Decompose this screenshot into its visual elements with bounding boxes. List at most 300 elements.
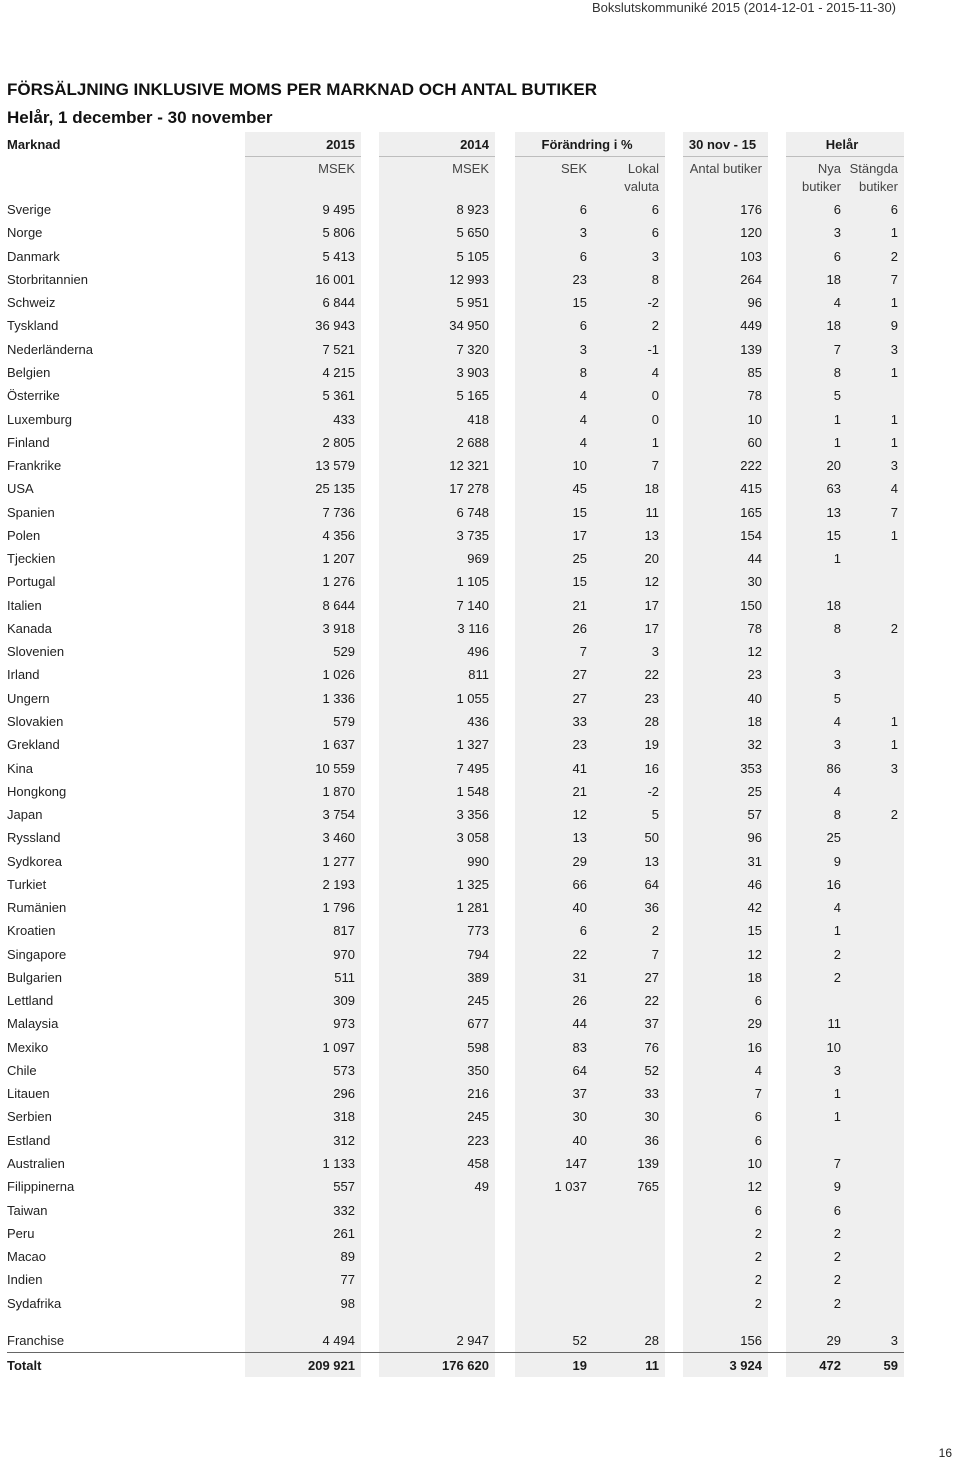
cell-store-count: 10	[683, 407, 768, 430]
spacer-cell	[768, 849, 786, 872]
cell-change-sek: 66	[515, 873, 593, 896]
cell-market: Grekland	[7, 737, 60, 753]
spacer-cell	[495, 477, 515, 500]
cell-new-stores: 472	[786, 1353, 847, 1378]
cell-sales-2015: 98	[245, 1291, 361, 1314]
cell-change-local: 22	[593, 989, 665, 1012]
cell-new-stores: 1	[786, 407, 847, 430]
table-row	[7, 1129, 904, 1152]
spacer-cell	[495, 1315, 515, 1329]
cell-sales-2014: 811	[379, 663, 495, 686]
spacer-cell	[768, 291, 786, 314]
table-row	[7, 780, 904, 803]
cell-change-local: 1	[593, 431, 665, 454]
cell-change-sek: 7	[515, 640, 593, 663]
table-row	[7, 500, 904, 523]
spacer-cell	[665, 826, 683, 849]
cell-sales-2015: 318	[245, 1105, 361, 1128]
spacer-cell	[768, 1222, 786, 1245]
spacer-cell	[665, 710, 683, 733]
spacer-cell	[665, 1129, 683, 1152]
spacer-cell	[665, 1012, 683, 1035]
cell-new-stores: 16	[786, 873, 847, 896]
cell-new-stores	[786, 1129, 847, 1152]
table-row	[7, 407, 904, 430]
cell-market: Slovenien	[7, 644, 65, 660]
cell-closed-stores: 1	[847, 733, 904, 756]
cell-sales-2014: 598	[379, 1036, 495, 1059]
spacer-cell	[495, 500, 515, 523]
spacer-cell	[361, 500, 379, 523]
spacer-cell	[768, 1129, 786, 1152]
cell-new-stores: 2	[786, 1222, 847, 1245]
cell-change-local: 16	[593, 756, 665, 779]
cell-store-count: 18	[683, 966, 768, 989]
spacer-cell	[768, 896, 786, 919]
table-row	[7, 1198, 904, 1221]
table-row	[7, 431, 904, 454]
cell-market: Chile	[7, 1062, 37, 1078]
spacer-cell	[495, 1012, 515, 1035]
cell-change-sek: 17	[515, 524, 593, 547]
unit-stangda-l1: Stängda	[849, 161, 898, 176]
spacer-cell	[768, 640, 786, 663]
cell-change-local: 17	[593, 617, 665, 640]
spacer-cell	[495, 1175, 515, 1198]
cell-store-count: 23	[683, 663, 768, 686]
cell-sales-2014: 773	[379, 919, 495, 942]
cell-new-stores: 1	[786, 1082, 847, 1105]
cell-sales-2014	[379, 1268, 495, 1291]
cell-sales-2015: 4 494	[245, 1329, 361, 1353]
cell-change-local: 64	[593, 873, 665, 896]
cell-sales-2015: 817	[245, 919, 361, 942]
cell-sales-2014: 49	[379, 1175, 495, 1198]
sales-table-container	[7, 132, 904, 1377]
cell-market: Finland	[7, 434, 50, 450]
spacer-cell	[768, 268, 786, 291]
table-row	[7, 710, 904, 733]
cell-new-stores: 8	[786, 361, 847, 384]
cell-change-local: 27	[593, 966, 665, 989]
cell-sales-2014: 436	[379, 710, 495, 733]
cell-market: Macao	[7, 1249, 47, 1265]
cell-closed-stores	[847, 594, 904, 617]
cell-market: Italien	[7, 597, 42, 613]
cell-new-stores	[786, 570, 847, 593]
cell-sales-2015: 433	[245, 407, 361, 430]
spacer-cell	[665, 1291, 683, 1314]
cell-change-local: 18	[593, 477, 665, 500]
cell-sales-2014: 389	[379, 966, 495, 989]
cell-new-stores: 20	[786, 454, 847, 477]
cell-store-count: 60	[683, 431, 768, 454]
cell-change-sek: 1 037	[515, 1175, 593, 1198]
cell-sales-2015: 16 001	[245, 268, 361, 291]
spacer-cell	[495, 617, 515, 640]
cell-change-sek: 6	[515, 314, 593, 337]
cell-new-stores: 2	[786, 1245, 847, 1268]
cell-change-local: 76	[593, 1036, 665, 1059]
table-row	[7, 547, 904, 570]
spacer-cell	[768, 1268, 786, 1291]
cell-change-sek: 26	[515, 989, 593, 1012]
cell-new-stores: 86	[786, 756, 847, 779]
cell-sales-2015: 973	[245, 1012, 361, 1035]
spacer-cell	[768, 780, 786, 803]
cell-new-stores: 63	[786, 477, 847, 500]
cell-closed-stores	[847, 1245, 904, 1268]
cell-market: USA	[7, 481, 34, 497]
cell-store-count: 176	[683, 198, 768, 221]
spacer-cell	[768, 477, 786, 500]
cell-change-sek: 40	[515, 896, 593, 919]
spacer-cell	[361, 524, 379, 547]
cell-sales-2014: 223	[379, 1129, 495, 1152]
cell-change-sek: 147	[515, 1152, 593, 1175]
cell-sales-2014: 17 278	[379, 477, 495, 500]
cell-new-stores: 5	[786, 384, 847, 407]
table-row	[7, 803, 904, 826]
cell-closed-stores	[847, 943, 904, 966]
cell-closed-stores	[847, 1082, 904, 1105]
spacer-cell	[768, 431, 786, 454]
col-change: Förändring i %	[515, 132, 665, 157]
cell-sales-2015: 579	[245, 710, 361, 733]
cell-new-stores: 9	[786, 1175, 847, 1198]
cell-store-count: 78	[683, 617, 768, 640]
spacer-cell	[495, 756, 515, 779]
page-subtitle: Helår, 1 december - 30 november	[7, 108, 273, 127]
spacer-cell	[768, 547, 786, 570]
spacer-cell	[665, 849, 683, 872]
cell-sales-2014: 1 548	[379, 780, 495, 803]
cell-new-stores: 7	[786, 1152, 847, 1175]
cell-closed-stores	[847, 1291, 904, 1314]
cell-sales-2015: 1 276	[245, 570, 361, 593]
spacer-cell	[361, 989, 379, 1012]
spacer-cell	[665, 803, 683, 826]
cell-store-count: 449	[683, 314, 768, 337]
table-row	[7, 966, 904, 989]
spacer-cell	[768, 407, 786, 430]
cell-sales-2015: 1 277	[245, 849, 361, 872]
cell-market: Japan	[7, 807, 43, 823]
cell-sales-2014: 677	[379, 1012, 495, 1035]
unit-stangda	[847, 157, 904, 199]
cell-closed-stores	[847, 640, 904, 663]
cell-market: Portugal	[7, 574, 56, 590]
cell-sales-2015: 89	[245, 1245, 361, 1268]
cell-market: Schweiz	[7, 295, 56, 311]
cell-sales-2015: 557	[245, 1175, 361, 1198]
spacer-cell	[786, 1315, 847, 1329]
spacer-cell	[495, 1245, 515, 1268]
cell-sales-2015: 1 133	[245, 1152, 361, 1175]
spacer-cell	[768, 919, 786, 942]
table-row	[7, 756, 904, 779]
spacer-cell	[361, 826, 379, 849]
cell-new-stores: 6	[786, 198, 847, 221]
table-row	[7, 384, 904, 407]
cell-market: Österrike	[7, 388, 60, 404]
cell-store-count: 29	[683, 1012, 768, 1035]
cell-new-stores: 1	[786, 919, 847, 942]
spacer-cell	[665, 1036, 683, 1059]
cell-change-sek: 64	[515, 1059, 593, 1082]
spacer-cell	[495, 570, 515, 593]
table-row	[7, 733, 904, 756]
cell-sales-2014: 34 950	[379, 314, 495, 337]
spacer-cell	[361, 1198, 379, 1221]
cell-market: Nederländerna	[7, 341, 94, 357]
cell-market: Peru	[7, 1225, 35, 1241]
cell-closed-stores: 9	[847, 314, 904, 337]
spacer-cell	[361, 1175, 379, 1198]
spacer-cell	[361, 1245, 379, 1268]
cell-closed-stores	[847, 547, 904, 570]
table-row	[7, 361, 904, 384]
cell-closed-stores	[847, 570, 904, 593]
cell-new-stores: 7	[786, 338, 847, 361]
cell-store-count: 15	[683, 919, 768, 942]
cell-sales-2015: 1 026	[245, 663, 361, 686]
spacer-cell	[665, 500, 683, 523]
cell-sales-2014: 1 105	[379, 570, 495, 593]
spacer-cell	[495, 943, 515, 966]
cell-sales-2014: 12 993	[379, 268, 495, 291]
spacer-cell	[361, 1129, 379, 1152]
spacer-cell	[665, 384, 683, 407]
cell-market: Bulgarien	[7, 969, 62, 985]
unit-msek-2015: MSEK	[245, 157, 361, 199]
cell-store-count: 85	[683, 361, 768, 384]
cell-market: Turkiet	[7, 876, 47, 892]
cell-closed-stores	[847, 989, 904, 1012]
cell-store-count: 415	[683, 477, 768, 500]
cell-store-count: 3 924	[683, 1353, 768, 1378]
table-body	[7, 198, 904, 1377]
cell-change-local: 36	[593, 896, 665, 919]
cell-change-sek: 21	[515, 594, 593, 617]
spacer-cell	[665, 1105, 683, 1128]
cell-sales-2014: 7 320	[379, 338, 495, 361]
spacer-cell	[361, 384, 379, 407]
spacer-cell	[665, 617, 683, 640]
unit-stangda-l2: butiker	[858, 179, 898, 194]
cell-sales-2015: 209 921	[245, 1353, 361, 1378]
cell-market: Frankrike	[7, 458, 62, 474]
cell-change-sek: 52	[515, 1329, 593, 1353]
cell-change-sek: 15	[515, 570, 593, 593]
cell-sales-2014: 418	[379, 407, 495, 430]
cell-market: Australien	[7, 1156, 65, 1172]
cell-change-local: 23	[593, 687, 665, 710]
cell-new-stores: 18	[786, 594, 847, 617]
cell-store-count: 10	[683, 1152, 768, 1175]
cell-change-sek: 21	[515, 780, 593, 803]
cell-sales-2015: 8 644	[245, 594, 361, 617]
spacer-cell	[495, 710, 515, 733]
spacer-cell	[768, 500, 786, 523]
cell-store-count: 2	[683, 1268, 768, 1291]
spacer-cell	[847, 1315, 904, 1329]
cell-store-count: 96	[683, 291, 768, 314]
cell-new-stores: 4	[786, 291, 847, 314]
table-row	[7, 1268, 904, 1291]
cell-change-local: 13	[593, 524, 665, 547]
spacer-cell	[665, 943, 683, 966]
spacer-cell	[665, 221, 683, 244]
table-row	[7, 1036, 904, 1059]
spacer-cell	[361, 1036, 379, 1059]
page-number: 16	[938, 1446, 952, 1460]
cell-sales-2015: 970	[245, 943, 361, 966]
cell-store-count: 120	[683, 221, 768, 244]
cell-sales-2014: 1 281	[379, 896, 495, 919]
cell-change-sek: 3	[515, 338, 593, 361]
cell-store-count: 78	[683, 384, 768, 407]
cell-change-sek: 6	[515, 198, 593, 221]
cell-change-local	[593, 1291, 665, 1314]
cell-store-count: 2	[683, 1245, 768, 1268]
cell-closed-stores	[847, 687, 904, 710]
table-row	[7, 1175, 904, 1198]
cell-sales-2014: 458	[379, 1152, 495, 1175]
cell-change-local: 765	[593, 1175, 665, 1198]
cell-sales-2015: 7 736	[245, 500, 361, 523]
spacer-cell	[495, 1198, 515, 1221]
cell-sales-2014: 3 356	[379, 803, 495, 826]
cell-sales-2014: 969	[379, 547, 495, 570]
cell-sales-2014: 5 165	[379, 384, 495, 407]
spacer-cell	[768, 1105, 786, 1128]
spacer-cell	[361, 1268, 379, 1291]
cell-closed-stores	[847, 1268, 904, 1291]
cell-change-local: -2	[593, 780, 665, 803]
cell-store-count: 31	[683, 849, 768, 872]
cell-store-count: 18	[683, 710, 768, 733]
table-row	[7, 896, 904, 919]
cell-sales-2015: 6 844	[245, 291, 361, 314]
cell-market: Tjeckien	[7, 551, 56, 567]
cell-change-local: 19	[593, 733, 665, 756]
spacer-cell	[495, 873, 515, 896]
table-row	[7, 1082, 904, 1105]
cell-sales-2015: 332	[245, 1198, 361, 1221]
cell-new-stores	[786, 989, 847, 1012]
spacer-cell	[768, 663, 786, 686]
cell-store-count: 57	[683, 803, 768, 826]
cell-new-stores: 2	[786, 1291, 847, 1314]
table-row	[7, 524, 904, 547]
cell-sales-2015: 1 870	[245, 780, 361, 803]
cell-change-local: 33	[593, 1082, 665, 1105]
spacer-cell	[361, 896, 379, 919]
cell-store-count: 139	[683, 338, 768, 361]
spacer-cell	[665, 1082, 683, 1105]
cell-change-local: 50	[593, 826, 665, 849]
total-row	[7, 1353, 904, 1378]
cell-change-local: 4	[593, 361, 665, 384]
spacer-cell	[495, 1222, 515, 1245]
spacer-cell	[768, 966, 786, 989]
cell-sales-2015: 5 361	[245, 384, 361, 407]
cell-sales-2014: 1 327	[379, 733, 495, 756]
spacer-cell	[361, 570, 379, 593]
spacer-cell	[768, 594, 786, 617]
cell-new-stores: 4	[786, 780, 847, 803]
cell-market: Rumänien	[7, 900, 67, 916]
spacer-cell	[665, 570, 683, 593]
cell-market: Estland	[7, 1132, 51, 1148]
spacer-cell	[361, 919, 379, 942]
spacer-cell	[768, 943, 786, 966]
cell-sales-2014: 5 105	[379, 245, 495, 268]
spacer-cell	[495, 245, 515, 268]
cell-new-stores: 29	[786, 1329, 847, 1353]
spacer-cell	[495, 1105, 515, 1128]
cell-market: Litauen	[7, 1086, 50, 1102]
cell-change-local: 3	[593, 245, 665, 268]
spacer-cell	[495, 1059, 515, 1082]
spacer-cell	[361, 594, 379, 617]
cell-change-sek: 15	[515, 500, 593, 523]
cell-new-stores: 9	[786, 849, 847, 872]
cell-store-count: 6	[683, 1198, 768, 1221]
cell-change-local: 52	[593, 1059, 665, 1082]
spacer-cell	[495, 849, 515, 872]
cell-closed-stores	[847, 1198, 904, 1221]
table-row	[7, 919, 904, 942]
table-row	[7, 1105, 904, 1128]
cell-store-count: 6	[683, 1129, 768, 1152]
spacer-cell	[768, 826, 786, 849]
spacer-cell	[361, 1329, 379, 1353]
cell-change-local: 0	[593, 407, 665, 430]
spacer-cell	[768, 570, 786, 593]
spacer-cell	[768, 1036, 786, 1059]
cell-closed-stores: 3	[847, 1329, 904, 1353]
spacer-cell	[361, 361, 379, 384]
spacer-cell	[361, 547, 379, 570]
unit-nya-l1: Nya	[817, 161, 841, 176]
spacer-cell	[665, 198, 683, 221]
spacer-cell	[495, 1152, 515, 1175]
spacer-cell	[361, 245, 379, 268]
cell-sales-2014: 2 947	[379, 1329, 495, 1353]
spacer-cell	[768, 873, 786, 896]
cell-store-count: 4	[683, 1059, 768, 1082]
cell-closed-stores: 3	[847, 338, 904, 361]
cell-sales-2015: 1 336	[245, 687, 361, 710]
table-row	[7, 594, 904, 617]
cell-closed-stores	[847, 826, 904, 849]
cell-change-sek: 23	[515, 733, 593, 756]
cell-store-count: 12	[683, 943, 768, 966]
col-year: Helår	[786, 132, 904, 157]
cell-market: Sverige	[7, 202, 52, 218]
spacer-cell	[768, 1175, 786, 1198]
cell-new-stores: 8	[786, 803, 847, 826]
spacer-cell	[495, 361, 515, 384]
cell-market: Kina	[7, 760, 34, 776]
spacer-cell	[665, 756, 683, 779]
spacer-cell	[361, 687, 379, 710]
cell-sales-2015: 3 460	[245, 826, 361, 849]
cell-store-count: 264	[683, 268, 768, 291]
cell-new-stores: 18	[786, 268, 847, 291]
